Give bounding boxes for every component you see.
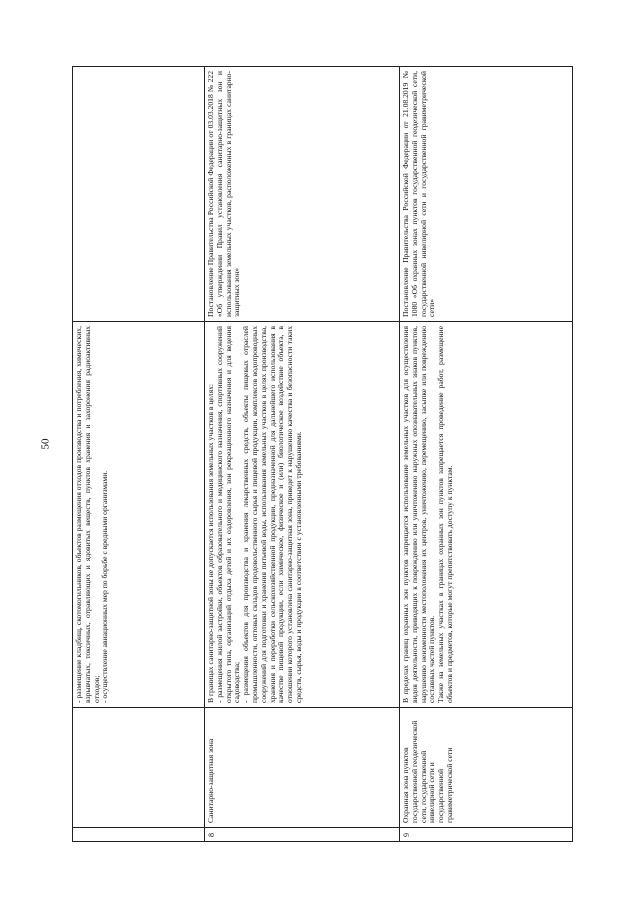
restriction-paragraph: - размещение кладбищ, скотомогильников, объектов размещения отходов производства и потребления, химических, взрывчатых, токсичных, отравляющих и ядовитых веществ, пунктов хранения и захоронения радиоактивных отходов; bbox=[74, 326, 101, 703]
restriction-paragraph: Также на земельных участках в границах охранных зон пунктов запрещается проведение работ, размещение объектов и предметов, которые могут препятствовать доступу к пунктам. bbox=[436, 326, 454, 703]
legal-basis bbox=[73, 67, 205, 322]
restriction-paragraph: В границах санитарно-защитной зоны не допускается использования земельных участков в целях: bbox=[206, 384, 215, 703]
rotated-table-container bbox=[72, 67, 572, 842]
restrictions-table bbox=[72, 66, 573, 842]
restriction-paragraph: В пределах границ охранных зон пунктов запрещается использование земельных участков для осуществления видов деятельности, приводящих к повреждению или уничтожению наружных опознавательных знаков пунктов, нарушению неизменности местоположения их центров, уничтожению, перемещению, засыпке или повреждению составных частей пунктов. bbox=[401, 326, 437, 703]
table-row bbox=[73, 67, 205, 842]
restriction-paragraph: - размещения жилой застройки, объектов образовательного и медицинского назначения, спортивных сооружений открытого типа, организаций отдыха детей и их оздоровления, зон рекреационного назначения и для ведения садоводства; bbox=[214, 326, 242, 703]
legal-basis: Постановление Правительства Российской Федерации от 21.08.2019 № 1080 «Об охранных зонах пунктов государственной геодезической сети, государственной нивелирной сети и государственной гравиметрической сети» bbox=[400, 67, 573, 322]
restriction-paragraph: - размещения объектов для производства и хранения лекарственных средств, объекты пищевых отраслей промышленности, оптовых складов продовольственного сырья и пищевой продукции, комплексов водопроводных сооружений для подготовки и хранения питьевой воды, использования земельных участков в целях производства, хранения и переработки сельскохозяйственной продукции, предназначенной для дальнейшего использования в качестве пищевой продукции, если химическое, физическое и (или) биологическое воздействие объекта, в отношении которого установлена санитарно-защитная зона, приведет к нарушению качества и безопасности таких средств, сырья, воды и продукции в соответствии с установленными требованиями. bbox=[241, 326, 303, 703]
row-number bbox=[73, 828, 205, 842]
zone-name: Охранная зона пунктов государственной геодезической сети, государственной нивелирной сети и государственной гравиметрической сети bbox=[400, 708, 573, 828]
zone-name bbox=[73, 708, 205, 828]
row-number: 8 bbox=[205, 828, 400, 842]
legal-basis: Постановление Правительства Российской Федерации от 03.03.2018 № 222 «Об утверждении Правил установления санитарно-защитных зон и использования земельных участков, расположенных в границах санитарно-защитных зон» bbox=[205, 67, 400, 322]
page-number: 50 bbox=[39, 438, 52, 450]
restrictions-text bbox=[73, 322, 205, 708]
restriction-paragraph: - осуществление авиационных мер по борьбе с вредными организмами. bbox=[100, 470, 110, 703]
row-number: 9 bbox=[400, 828, 573, 842]
restrictions-text bbox=[205, 322, 400, 708]
zone-name: Санитарно-защитная зона bbox=[205, 708, 400, 828]
table-row bbox=[205, 67, 400, 842]
table-row bbox=[400, 67, 573, 842]
restrictions-text bbox=[400, 322, 573, 708]
